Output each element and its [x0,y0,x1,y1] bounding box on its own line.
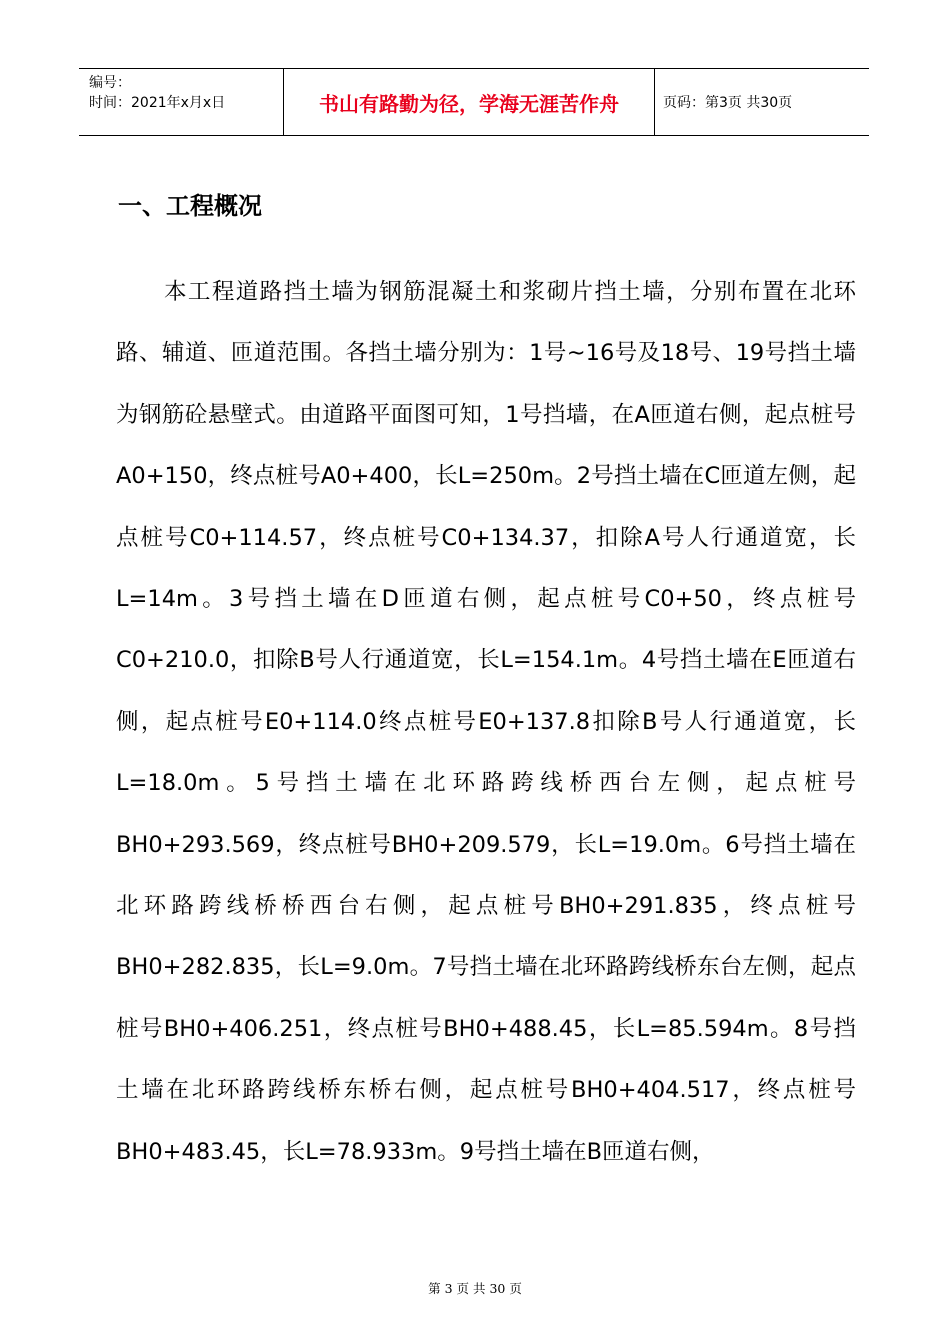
header-info [79,69,283,135]
section-title: 一、工程概况 [118,192,262,220]
body-paragraph: 本工程道路挡土墙为钢筋混凝土和浆砌片挡土墙，分别布置在北环路、辅道、匝道范围。各挡土墙分别为：1号~16号及18号、19号挡土墙为钢筋砼悬壁式。由道路平面图可知，1号挡墙，在A匝道右侧，起点桩号A0+150，终点桩号A0+400，长L=250m。2号挡土墙在C匝道左侧，起点桩号C0+114.57，终点桩号C0+134.37，扣除A号人行通道宽，长L=14m。3号挡土墙在D匝道右侧，起点桩号C0+50，终点桩号C0+210.0，扣除B号人行通道宽，长L=154.1m。4号挡土墙在E匝道右侧，起点桩号E0+114.0终点桩号E0+137.8扣除B号人行通道宽，长L=18.0m。5号挡土墙在北环路跨线桥西台左侧，起点桩号BH0+293.569，终点桩号BH0+209.579，长L=19.0m。6号挡土墙在北环路跨线桥桥西台右侧，起点桩号BH0+291.835，终点桩号BH0+282.835，长L=9.0m。7号挡土墙在北环路跨线桥东台左侧，起点桩号BH0+406.251，终点桩号BH0+488.45，长L=85.594m。8号挡土墙在北环路跨线桥东桥右侧，起点桩号BH0+404.517，终点桩号BH0+483.45，长L=78.933m。9号挡土墙在B匝道右侧， [116,279,856,1165]
document-code: 编号： [89,75,131,91]
document-date: 时间：2021年x月x日 [89,95,226,111]
page-header [79,68,869,136]
page-footer: 第 3 页 共 30 页 [428,1281,522,1296]
header-page-number: 页码：第3页 共30页 [663,95,793,111]
header-motto: 书山有路勤为径，学海无涯苦作舟 [283,69,655,135]
